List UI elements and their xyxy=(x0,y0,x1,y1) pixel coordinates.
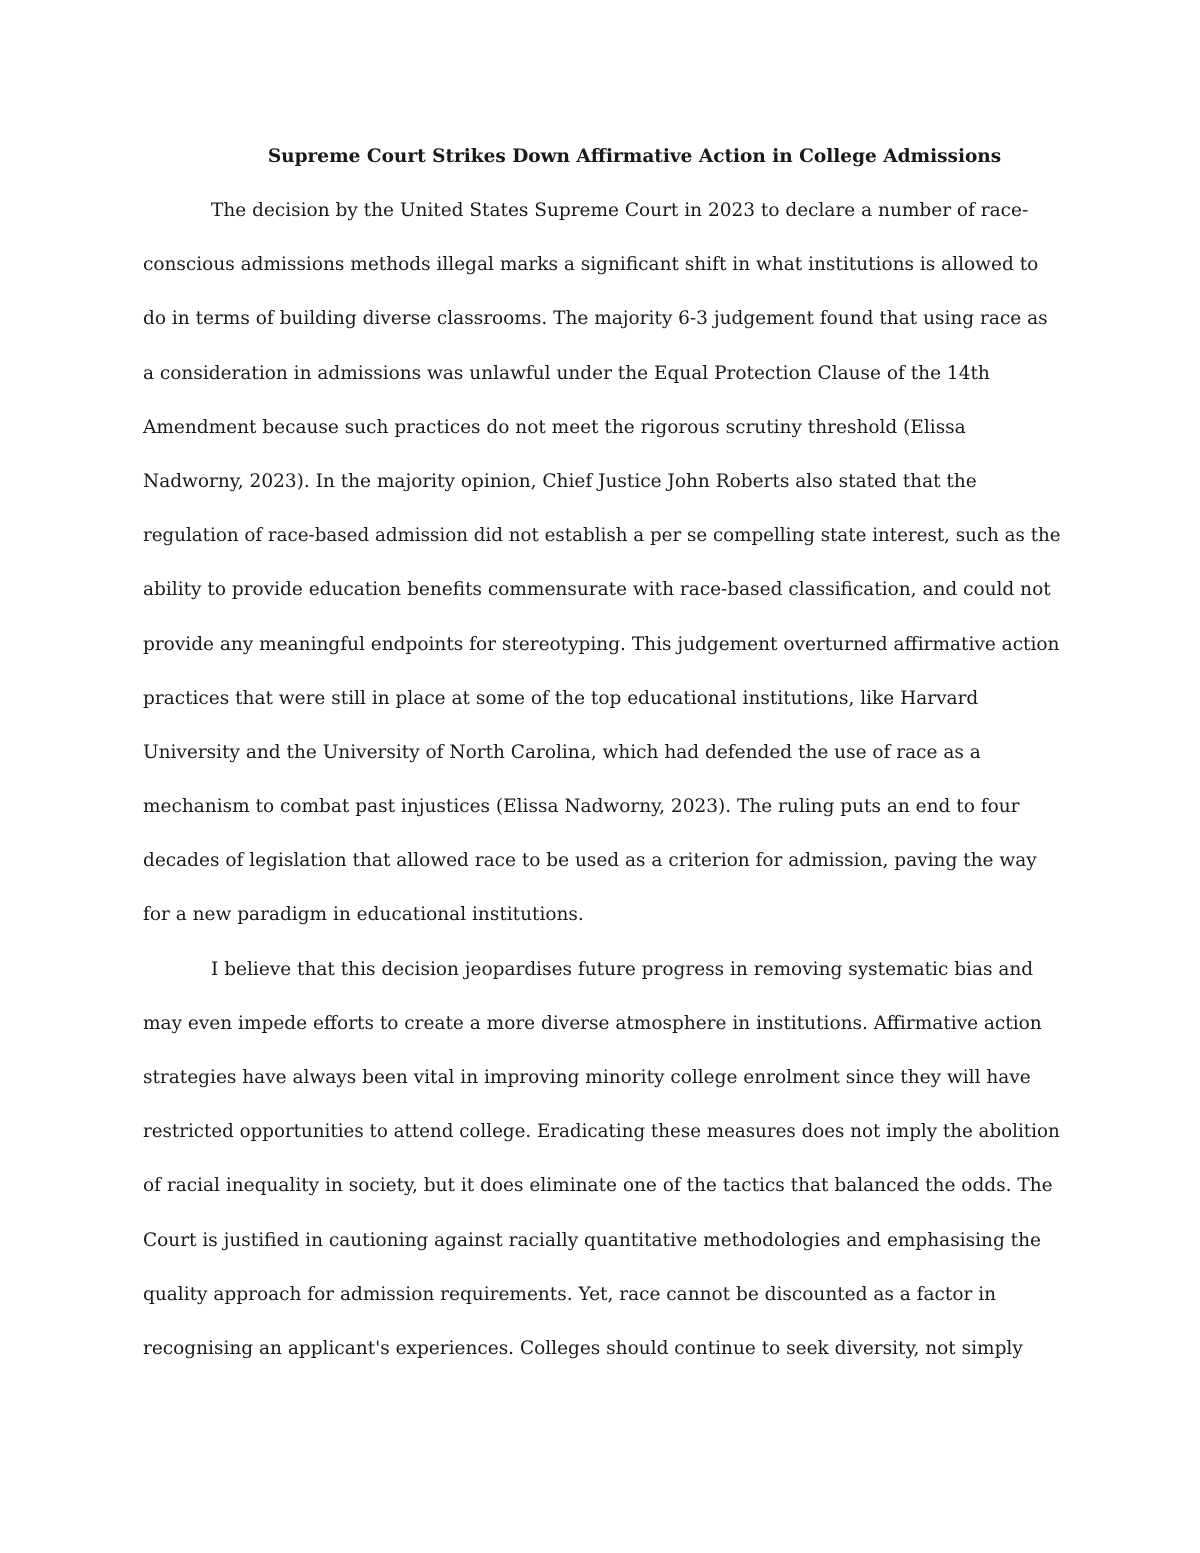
paragraph-line: University and the University of North Carolina, which had defended the use of race as a xyxy=(143,741,981,763)
paragraph-line: conscious admissions methods illegal marks a significant shift in what institutions is allowed to xyxy=(143,254,1039,276)
paragraph-line: The decision by the United States Supreme Court in 2023 to declare a number of race- xyxy=(211,200,1029,221)
paragraph-line: mechanism to combat past injustices (Elissa Nadworny, 2023). The ruling puts an end to four xyxy=(143,796,1020,818)
paragraph-line: strategies have always been vital in improving minority college enrolment since they will have xyxy=(143,1067,1031,1088)
paragraph-line: Nadworny, 2023). In the majority opinion, Chief Justice John Roberts also stated that the xyxy=(143,470,977,492)
paragraph-1 xyxy=(143,197,1063,956)
paragraph-2 xyxy=(143,956,1063,1390)
document-body xyxy=(143,197,1063,1389)
paragraph-line: regulation of race-based admission did not establish a per se compelling state interest, such as the xyxy=(143,525,1061,547)
paragraph-line: may even impede efforts to create a more diverse atmosphere in institutions. Affirmative action xyxy=(143,1012,1042,1034)
paragraph-line: of racial inequality in society, but it does eliminate one of the tactics that balanced the odds. The xyxy=(143,1175,1053,1197)
paragraph-line: restricted opportunities to attend college. Eradicating these measures does not imply the abolition xyxy=(143,1121,1060,1143)
paragraph-line: Court is justified in cautioning against racially quantitative methodologies and emphasising the xyxy=(143,1229,1041,1251)
paragraph-line: decades of legislation that allowed race to be used as a criterion for admission, paving the way xyxy=(143,850,1037,872)
paragraph-line: practices that were still in place at some of the top educational institutions, like Harvard xyxy=(143,687,979,709)
paragraph-line: recognising an applicant's experiences. Colleges should continue to seek diversity, not simply xyxy=(143,1337,1023,1359)
document-title: Supreme Court Strikes Down Affirmative Action in College Admissions xyxy=(267,146,1002,167)
paragraph-line: a consideration in admissions was unlawful under the Equal Protection Clause of the 14th xyxy=(143,362,990,384)
paragraph-line: quality approach for admission requirements. Yet, race cannot be discounted as a factor in xyxy=(143,1283,997,1305)
paragraph-line: I believe that this decision jeopardises future progress in removing systematic bias and xyxy=(211,958,1034,980)
paragraph-line: provide any meaningful endpoints for stereotyping. This judgement overturned affirmative action xyxy=(143,633,1060,655)
paragraph-line: do in terms of building diverse classrooms. The majority 6-3 judgement found that using race as xyxy=(143,308,1048,330)
paragraph-line: for a new paradigm in educational institutions. xyxy=(143,904,584,926)
paragraph-line: Amendment because such practices do not meet the rigorous scrutiny threshold (Elissa xyxy=(143,416,966,438)
paragraph-line: ability to provide education benefits commensurate with race-based classification, and could not xyxy=(143,579,1051,601)
